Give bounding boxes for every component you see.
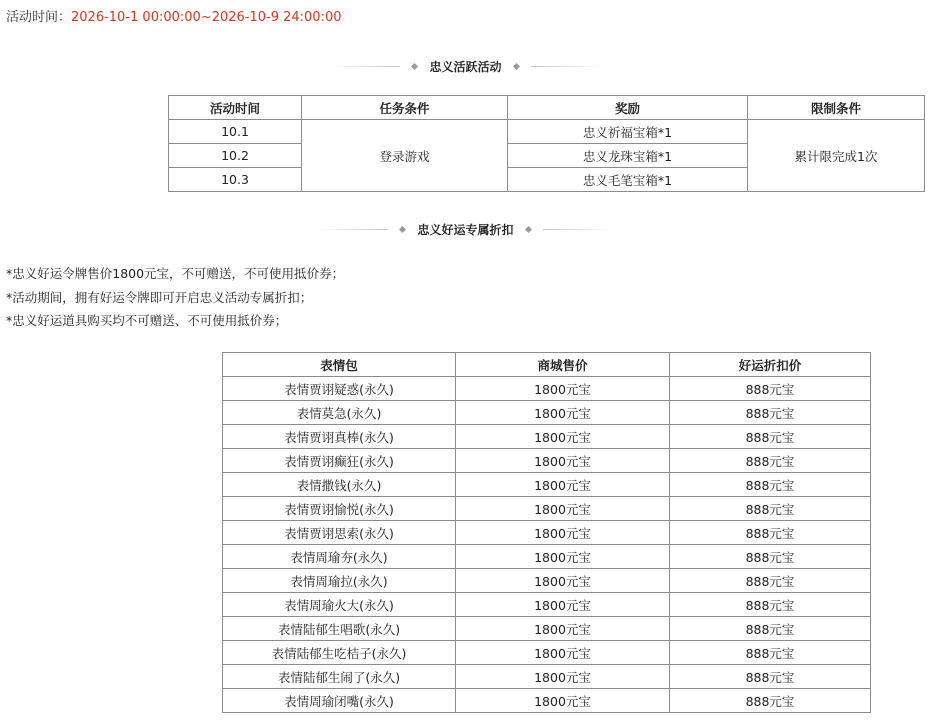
item-price: 1800元宝 (456, 473, 670, 497)
divider-line-right (543, 229, 613, 230)
column-header-discount-price: 好运折扣价 (670, 353, 871, 377)
notes-list (6, 262, 344, 333)
table-row (223, 545, 871, 569)
table-row (223, 377, 871, 401)
divider-line-right (531, 66, 601, 67)
table-row (169, 120, 925, 144)
table-row (223, 425, 871, 449)
item-name: 表情陆郁生唱歌(永久) (223, 617, 456, 641)
item-discount-price: 888元宝 (670, 425, 871, 449)
column-header-shop-price: 商城售价 (456, 353, 670, 377)
event-time-line (6, 9, 342, 27)
item-name: 表情莫急(永久) (223, 401, 456, 425)
note-item: *忠义好运令牌售价1800元宝，不可赠送，不可使用抵价券； (6, 266, 345, 281)
item-price: 1800元宝 (456, 449, 670, 473)
table-row (223, 665, 871, 689)
item-name: 表情贾诩疑惑(永久) (223, 377, 456, 401)
table-row (223, 521, 871, 545)
activity-date: 10.3 (169, 168, 302, 192)
table-row (223, 497, 871, 521)
item-discount-price: 888元宝 (670, 665, 871, 689)
item-name: 表情贾诩癫狂(永久) (223, 449, 456, 473)
item-discount-price: 888元宝 (670, 545, 871, 569)
item-discount-price: 888元宝 (670, 593, 871, 617)
item-name: 表情周瑜夯(永久) (223, 545, 456, 569)
item-price: 1800元宝 (456, 521, 670, 545)
item-price: 1800元宝 (456, 665, 670, 689)
section-title-activity: 忠义活跃活动 (429, 59, 502, 74)
item-discount-price: 888元宝 (670, 617, 871, 641)
item-discount-price: 888元宝 (670, 689, 871, 713)
diamond-icon (524, 225, 531, 232)
section-heading-activity (0, 56, 931, 76)
activity-reward: 忠义龙珠宝箱*1 (508, 144, 748, 168)
item-price: 1800元宝 (456, 545, 670, 569)
column-header-reward: 奖励 (508, 96, 748, 120)
item-name: 表情周瑜火大(永久) (223, 593, 456, 617)
item-name: 表情贾诩愉悦(永久) (223, 497, 456, 521)
activity-limit: 累计限完成1次 (748, 120, 925, 192)
item-name: 表情陆郁生闹了(永久) (223, 665, 456, 689)
diamond-icon (512, 62, 519, 69)
item-name: 表情撒钱(永久) (223, 473, 456, 497)
item-name: 表情陆郁生吃桔子(永久) (223, 641, 456, 665)
item-price: 1800元宝 (456, 497, 670, 521)
event-time-label: 活动时间： (6, 10, 72, 25)
item-discount-price: 888元宝 (670, 401, 871, 425)
item-price: 1800元宝 (456, 689, 670, 713)
table-row (223, 473, 871, 497)
item-name: 表情贾诩思索(永久) (223, 521, 456, 545)
item-price: 1800元宝 (456, 641, 670, 665)
activity-task: 登录游戏 (302, 120, 508, 192)
column-header-limit: 限制条件 (748, 96, 925, 120)
activity-reward: 忠义祈福宝箱*1 (508, 120, 748, 144)
table-header-row (169, 96, 925, 120)
column-header-date: 活动时间 (169, 96, 302, 120)
table-row (223, 449, 871, 473)
item-name: 表情周瑜拉(永久) (223, 569, 456, 593)
item-price: 1800元宝 (456, 569, 670, 593)
section-heading-discount (0, 219, 931, 239)
note-item: *忠义好运道具购买均不可赠送、不可使用抵价券； (6, 313, 288, 328)
note-item: *活动期间，拥有好运令牌即可开启忠义活动专属折扣； (6, 289, 313, 305)
diamond-icon (399, 225, 406, 232)
activity-reward: 忠义毛笔宝箱*1 (508, 168, 748, 192)
item-price: 1800元宝 (456, 593, 670, 617)
table-row (223, 689, 871, 713)
activity-date: 10.1 (169, 120, 302, 144)
divider-line-left (318, 229, 388, 230)
table-header-row (223, 353, 871, 377)
diamond-icon (411, 62, 418, 69)
item-discount-price: 888元宝 (670, 377, 871, 401)
item-discount-price: 888元宝 (670, 473, 871, 497)
item-discount-price: 888元宝 (670, 521, 871, 545)
section-title-discount: 忠义好运专属折扣 (417, 222, 514, 237)
table-row (223, 569, 871, 593)
item-discount-price: 888元宝 (670, 449, 871, 473)
activity-table (168, 95, 925, 192)
activity-date: 10.2 (169, 144, 302, 168)
item-discount-price: 888元宝 (670, 569, 871, 593)
item-name: 表情贾诩真棒(永久) (223, 425, 456, 449)
table-row (223, 641, 871, 665)
item-discount-price: 888元宝 (670, 641, 871, 665)
item-price: 1800元宝 (456, 377, 670, 401)
table-row (223, 401, 871, 425)
item-discount-price: 888元宝 (670, 497, 871, 521)
divider-line-left (330, 66, 400, 67)
item-name: 表情周瑜闭嘴(永久) (223, 689, 456, 713)
discount-table (222, 352, 871, 713)
item-price: 1800元宝 (456, 617, 670, 641)
event-time-value: 2026-10-1 00:00:00~2026-10-9 24:00:00 (71, 10, 342, 25)
table-row (223, 617, 871, 641)
table-row (223, 593, 871, 617)
item-price: 1800元宝 (456, 425, 670, 449)
column-header-task: 任务条件 (302, 96, 508, 120)
item-price: 1800元宝 (456, 401, 670, 425)
column-header-emoji-pack: 表情包 (223, 353, 456, 377)
